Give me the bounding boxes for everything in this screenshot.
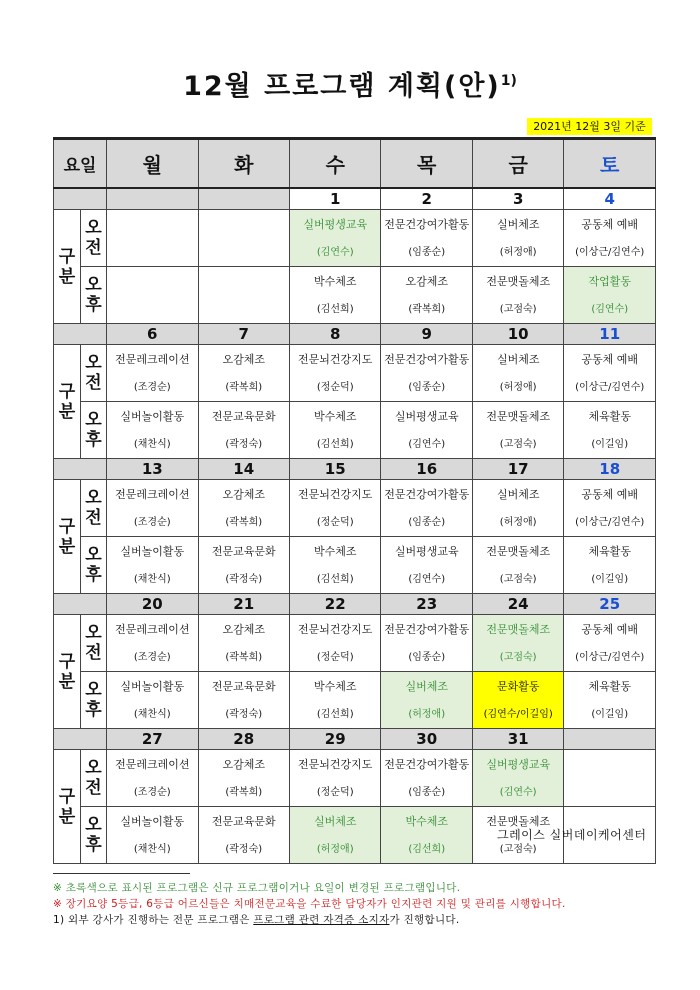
program-cell bbox=[198, 402, 289, 459]
date-cell-tue bbox=[198, 188, 289, 210]
program-instructor: (채찬식) bbox=[133, 573, 171, 585]
program-name: 박수체조 bbox=[313, 409, 357, 423]
program-name: 전문레크레이션 bbox=[115, 757, 190, 771]
program-cell bbox=[107, 210, 198, 267]
program-name: 박수체조 bbox=[313, 679, 357, 693]
program-cell bbox=[564, 345, 656, 402]
date-cell-fri: 17 bbox=[472, 459, 563, 480]
program-name: 공동체 예배 bbox=[581, 622, 639, 636]
program-name: 실버체조 bbox=[496, 217, 540, 231]
program-instructor: (허정애) bbox=[499, 381, 537, 393]
program-instructor: (정순덕) bbox=[316, 381, 354, 393]
program-instructor: (김선희) bbox=[316, 438, 354, 450]
program-name: 전문레크레이션 bbox=[115, 622, 190, 636]
program-instructor: (김선희) bbox=[408, 843, 446, 855]
gubun-label: 구분 bbox=[54, 615, 81, 729]
date-cell-thu: 16 bbox=[381, 459, 472, 480]
program-cell bbox=[107, 615, 198, 672]
program-instructor: (김선희) bbox=[316, 573, 354, 585]
program-name: 전문맷돌체조 bbox=[486, 274, 551, 288]
program-instructor: (이상근/김연수) bbox=[575, 246, 645, 258]
program-instructor: (이길임) bbox=[591, 438, 629, 450]
program-instructor: (김연수) bbox=[591, 303, 629, 315]
program-instructor: (임종순) bbox=[408, 246, 446, 258]
program-name: 실버체조 bbox=[313, 814, 357, 828]
program-cell bbox=[107, 537, 198, 594]
program-instructor: (이상근/김연수) bbox=[575, 381, 645, 393]
program-cell bbox=[107, 402, 198, 459]
yoil-header: 요일 bbox=[54, 139, 107, 189]
date-cell-thu: 23 bbox=[381, 594, 472, 615]
program-instructor: (곽복희) bbox=[408, 303, 446, 315]
program-instructor: (임종순) bbox=[408, 786, 446, 798]
footnote-1: 1) 외부 강사가 진행하는 전문 프로그램은 프로그램 관련 자격증 소지자가 진행합니다. bbox=[53, 914, 460, 926]
program-cell bbox=[289, 672, 380, 729]
program-cell bbox=[381, 345, 472, 402]
program-cell bbox=[198, 345, 289, 402]
program-cell bbox=[198, 210, 289, 267]
program-name: 실버평생교육 bbox=[303, 217, 368, 231]
program-calendar-table bbox=[53, 137, 656, 864]
program-cell bbox=[564, 537, 656, 594]
day-header-wed: 수 bbox=[289, 139, 380, 189]
program-instructor: (이길임) bbox=[591, 573, 629, 585]
program-cell bbox=[472, 615, 563, 672]
program-cell bbox=[107, 807, 198, 864]
day-header-thu: 목 bbox=[381, 139, 472, 189]
program-instructor: (임종순) bbox=[408, 651, 446, 663]
am-label: 오전 bbox=[81, 345, 107, 402]
page-title: 12월 프로그램 계획(안)$^{1)}$ bbox=[183, 71, 517, 102]
program-instructor: (곽정숙) bbox=[225, 573, 263, 585]
am-label: 오전 bbox=[81, 750, 107, 807]
program-cell bbox=[381, 402, 472, 459]
day-header-tue: 화 bbox=[198, 139, 289, 189]
program-instructor: (고점숙) bbox=[499, 651, 537, 663]
program-cell bbox=[289, 750, 380, 807]
pm-label: 오후 bbox=[81, 672, 107, 729]
program-name: 전문건강여가활동 bbox=[384, 622, 470, 636]
program-name: 전문레크레이션 bbox=[115, 352, 190, 366]
program-cell bbox=[381, 210, 472, 267]
footnote-divider bbox=[53, 873, 190, 874]
program-instructor: (김연수) bbox=[408, 573, 446, 585]
title-footnote-mark: 1) bbox=[500, 73, 517, 89]
program-cell bbox=[289, 402, 380, 459]
program-cell bbox=[107, 345, 198, 402]
date-row-spacer bbox=[54, 188, 107, 210]
date-cell-mon: 20 bbox=[107, 594, 198, 615]
week-date-row bbox=[54, 729, 656, 750]
program-name: 박수체조 bbox=[313, 544, 357, 558]
pm-label: 오후 bbox=[81, 402, 107, 459]
am-label: 오전 bbox=[81, 210, 107, 267]
program-instructor: (이상근/김연수) bbox=[575, 516, 645, 528]
program-instructor: (김연수) bbox=[499, 786, 537, 798]
program-name: 실버평생교육 bbox=[486, 757, 551, 771]
program-cell bbox=[472, 537, 563, 594]
program-name: 공동체 예배 bbox=[581, 487, 639, 501]
am-row bbox=[54, 345, 656, 402]
date-cell-fri: 24 bbox=[472, 594, 563, 615]
program-name: 전문뇌건강지도 bbox=[298, 757, 373, 771]
program-cell bbox=[198, 807, 289, 864]
gubun-label: 구분 bbox=[54, 480, 81, 594]
program-instructor: (김선희) bbox=[316, 708, 354, 720]
program-instructor: (조경순) bbox=[133, 651, 171, 663]
gubun-label: 구분 bbox=[54, 750, 81, 864]
pm-label: 오후 bbox=[81, 267, 107, 324]
program-name: 전문뇌건강지도 bbox=[298, 622, 373, 636]
program-instructor: (곽정숙) bbox=[225, 438, 263, 450]
program-instructor: (임종순) bbox=[408, 381, 446, 393]
program-name: 실버놀이활동 bbox=[120, 409, 185, 423]
program-name: 체육활동 bbox=[588, 409, 631, 423]
gubun-label: 구분 bbox=[54, 210, 81, 324]
program-name: 실버평생교육 bbox=[394, 544, 459, 558]
date-cell-fri: 3 bbox=[472, 188, 563, 210]
program-name: 전문교육문화 bbox=[211, 814, 276, 828]
program-instructor: (채찬식) bbox=[133, 843, 171, 855]
program-name: 오감체조 bbox=[222, 487, 265, 501]
pm-row bbox=[54, 402, 656, 459]
date-cell-fri: 31 bbox=[472, 729, 563, 750]
date-cell-tue: 21 bbox=[198, 594, 289, 615]
date-cell-sat: 18 bbox=[564, 459, 656, 480]
date-cell-wed: 8 bbox=[289, 324, 380, 345]
week-date-row bbox=[54, 324, 656, 345]
program-name: 공동체 예배 bbox=[581, 352, 639, 366]
date-cell-thu: 9 bbox=[381, 324, 472, 345]
date-cell-sat: 4 bbox=[564, 188, 656, 210]
gubun-label: 구분 bbox=[54, 345, 81, 459]
program-name: 실버체조 bbox=[405, 679, 448, 693]
program-name: 실버놀이활동 bbox=[120, 544, 185, 558]
date-cell-mon: 6 bbox=[107, 324, 198, 345]
program-name: 실버체조 bbox=[496, 352, 540, 366]
program-cell bbox=[381, 615, 472, 672]
date-cell-fri: 10 bbox=[472, 324, 563, 345]
program-name: 전문교육문화 bbox=[211, 409, 276, 423]
am-row bbox=[54, 615, 656, 672]
day-header-sat: 토 bbox=[564, 139, 656, 189]
program-name: 전문건강여가활동 bbox=[384, 487, 470, 501]
program-cell bbox=[289, 210, 380, 267]
program-cell bbox=[472, 345, 563, 402]
program-name: 박수체조 bbox=[313, 274, 357, 288]
program-name: 오감체조 bbox=[405, 274, 448, 288]
program-cell bbox=[289, 807, 380, 864]
program-name: 전문건강여가활동 bbox=[384, 217, 470, 231]
program-instructor: (정순덕) bbox=[316, 516, 354, 528]
program-cell bbox=[564, 480, 656, 537]
date-cell-thu: 2 bbox=[381, 188, 472, 210]
date-cell-thu: 30 bbox=[381, 729, 472, 750]
date-cell-mon: 27 bbox=[107, 729, 198, 750]
program-cell bbox=[472, 267, 563, 324]
program-name: 실버평생교육 bbox=[394, 409, 459, 423]
program-name: 공동체 예배 bbox=[581, 217, 639, 231]
program-cell bbox=[564, 402, 656, 459]
program-name: 전문건강여가활동 bbox=[384, 352, 470, 366]
program-name: 작업활동 bbox=[588, 274, 631, 288]
basis-date: 2021년 12월 3일 기준 bbox=[527, 118, 652, 135]
program-instructor: (채찬식) bbox=[133, 708, 171, 720]
am-row bbox=[54, 750, 656, 807]
program-cell bbox=[564, 672, 656, 729]
pm-label: 오후 bbox=[81, 537, 107, 594]
program-name: 전문뇌건강지도 bbox=[298, 352, 373, 366]
program-cell bbox=[289, 345, 380, 402]
program-instructor: (허정애) bbox=[316, 843, 354, 855]
program-name: 전문건강여가활동 bbox=[384, 757, 470, 771]
program-name: 전문레크레이션 bbox=[115, 487, 190, 501]
date-row-spacer bbox=[54, 594, 107, 615]
program-cell bbox=[198, 615, 289, 672]
program-instructor: (곽복희) bbox=[225, 786, 263, 798]
program-instructor: (곽정숙) bbox=[225, 843, 263, 855]
program-cell bbox=[289, 267, 380, 324]
program-name: 전문맷돌체조 bbox=[486, 814, 551, 828]
program-instructor: (정순덕) bbox=[316, 786, 354, 798]
program-instructor: (허정애) bbox=[408, 708, 446, 720]
program-cell bbox=[564, 750, 656, 807]
am-row bbox=[54, 480, 656, 537]
program-name: 전문교육문화 bbox=[211, 544, 276, 558]
center-name: 그레이스 실버데이케어센터 bbox=[497, 828, 647, 842]
program-cell bbox=[289, 480, 380, 537]
program-name: 실버놀이활동 bbox=[120, 814, 185, 828]
program-instructor: (임종순) bbox=[408, 516, 446, 528]
date-row-spacer bbox=[54, 324, 107, 345]
program-instructor: (고점숙) bbox=[499, 303, 537, 315]
footnote-red: ※ 장기요양 5등급, 6등급 어르신들은 치매전문교육을 수료한 담당자가 인지관련 지원 및 관리를 시행합니다. bbox=[53, 898, 566, 910]
program-name: 전문맷돌체조 bbox=[486, 622, 551, 636]
program-name: 실버놀이활동 bbox=[120, 679, 185, 693]
program-cell bbox=[107, 267, 198, 324]
program-instructor: (채찬식) bbox=[133, 438, 171, 450]
program-cell bbox=[381, 672, 472, 729]
date-cell-tue: 14 bbox=[198, 459, 289, 480]
program-cell bbox=[381, 750, 472, 807]
weekday-header-row bbox=[54, 139, 656, 189]
program-name: 체육활동 bbox=[588, 544, 631, 558]
program-cell bbox=[198, 672, 289, 729]
footnote-green: ※ 초록색으로 표시된 프로그램은 신규 프로그램이거나 요일이 변경된 프로그램입니다. bbox=[53, 882, 461, 894]
program-cell bbox=[381, 267, 472, 324]
program-cell bbox=[472, 210, 563, 267]
date-cell-wed: 15 bbox=[289, 459, 380, 480]
program-instructor: (조경순) bbox=[133, 516, 171, 528]
program-instructor: (조경순) bbox=[133, 786, 171, 798]
program-cell bbox=[289, 615, 380, 672]
date-row-spacer bbox=[54, 459, 107, 480]
date-cell-sat: 25 bbox=[564, 594, 656, 615]
program-cell bbox=[472, 672, 563, 729]
date-cell-tue: 28 bbox=[198, 729, 289, 750]
program-cell bbox=[472, 480, 563, 537]
program-cell bbox=[564, 267, 656, 324]
program-cell bbox=[198, 267, 289, 324]
date-cell-sat bbox=[564, 729, 656, 750]
am-label: 오전 bbox=[81, 480, 107, 537]
program-name: 체육활동 bbox=[588, 679, 631, 693]
program-instructor: (김연수) bbox=[316, 246, 354, 258]
pm-row bbox=[54, 537, 656, 594]
date-cell-wed: 22 bbox=[289, 594, 380, 615]
program-cell bbox=[564, 210, 656, 267]
program-instructor: (이상근/김연수) bbox=[575, 651, 645, 663]
program-instructor: (곽정숙) bbox=[225, 708, 263, 720]
program-cell bbox=[198, 537, 289, 594]
program-instructor: (김연수/이길임) bbox=[483, 708, 553, 720]
program-instructor: (정순덕) bbox=[316, 651, 354, 663]
program-cell bbox=[381, 537, 472, 594]
pm-row bbox=[54, 672, 656, 729]
day-header-fri: 금 bbox=[472, 139, 563, 189]
program-instructor: (곽복희) bbox=[225, 381, 263, 393]
program-cell bbox=[107, 750, 198, 807]
date-cell-sat: 11 bbox=[564, 324, 656, 345]
program-instructor: (곽복희) bbox=[225, 651, 263, 663]
program-name: 전문뇌건강지도 bbox=[298, 487, 373, 501]
day-header-mon: 월 bbox=[107, 139, 198, 189]
week-date-row bbox=[54, 594, 656, 615]
program-cell bbox=[381, 480, 472, 537]
date-cell-mon bbox=[107, 188, 198, 210]
week-date-row bbox=[54, 188, 656, 210]
program-instructor: (김선희) bbox=[316, 303, 354, 315]
program-instructor: (고점숙) bbox=[499, 843, 537, 855]
date-cell-wed: 1 bbox=[289, 188, 380, 210]
program-name: 실버체조 bbox=[496, 487, 540, 501]
program-name: 오감체조 bbox=[222, 757, 265, 771]
date-cell-wed: 29 bbox=[289, 729, 380, 750]
footnote-1-underlined: 프로그램 관련 자격증 소지자 bbox=[253, 914, 390, 926]
program-instructor: (고점숙) bbox=[499, 438, 537, 450]
program-cell bbox=[107, 672, 198, 729]
program-name: 전문맷돌체조 bbox=[486, 544, 551, 558]
program-cell bbox=[198, 480, 289, 537]
program-name: 박수체조 bbox=[405, 814, 448, 828]
program-instructor: (이길임) bbox=[591, 708, 629, 720]
program-name: 오감체조 bbox=[222, 622, 265, 636]
program-instructor: (조경순) bbox=[133, 381, 171, 393]
program-name: 전문교육문화 bbox=[211, 679, 276, 693]
am-row bbox=[54, 210, 656, 267]
program-instructor: (곽복희) bbox=[225, 516, 263, 528]
week-date-row bbox=[54, 459, 656, 480]
date-row-spacer bbox=[54, 729, 107, 750]
program-name: 문화활동 bbox=[496, 679, 540, 693]
program-cell bbox=[564, 615, 656, 672]
date-cell-tue: 7 bbox=[198, 324, 289, 345]
program-instructor: (허정애) bbox=[499, 516, 537, 528]
pm-label: 오후 bbox=[81, 807, 107, 864]
program-cell bbox=[107, 480, 198, 537]
program-cell bbox=[472, 402, 563, 459]
program-cell bbox=[289, 537, 380, 594]
program-cell bbox=[198, 750, 289, 807]
date-cell-mon: 13 bbox=[107, 459, 198, 480]
program-cell bbox=[472, 750, 563, 807]
program-name: 오감체조 bbox=[222, 352, 265, 366]
program-instructor: (허정애) bbox=[499, 246, 537, 258]
program-cell bbox=[381, 807, 472, 864]
program-name: 전문맷돌체조 bbox=[486, 409, 551, 423]
am-label: 오전 bbox=[81, 615, 107, 672]
program-instructor: (김연수) bbox=[408, 438, 446, 450]
program-instructor: (고점숙) bbox=[499, 573, 537, 585]
pm-row bbox=[54, 267, 656, 324]
